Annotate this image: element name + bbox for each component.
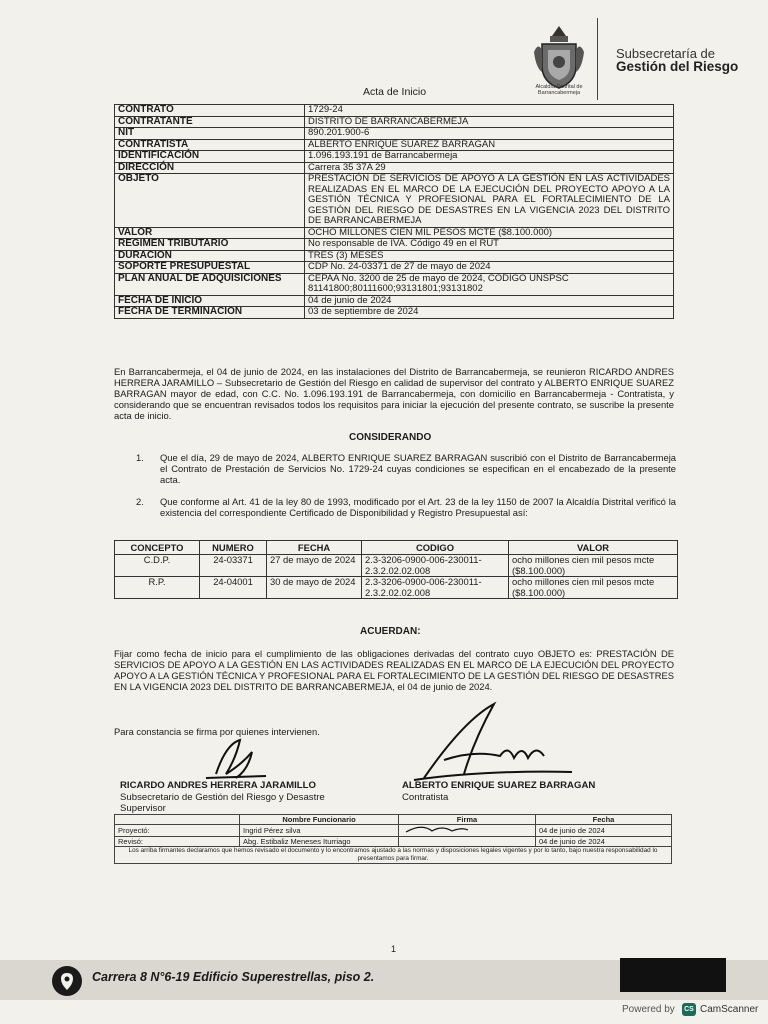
contract-value: OCHO MILLONES CIEN MIL PESOS MCTE ($8.100.000) [305, 227, 674, 239]
item-text: Que el día, 29 de mayo de 2024, ALBERTO ENRIQUE SUAREZ BARRAGAN suscribió con el Distrito de Barrancabermeja el Contrato de Prestación de Servicios No. 1729-24 cuyas condiciones se especifican en el encabezado de la presente acta. [160, 452, 676, 485]
acuerdan-paragraph: Fijar como fecha de inicio para el cumplimiento de las obligaciones derivadas del contrato cuyo OBJETO es: PRESTACIÓN DE SERVICIOS DE APOYO A LA GESTIÓN EN LAS ACTIVIDADES REALIZADAS EN EL MARCO DE LA EJECUCIÓN DEL PROYECTO APOYO A LA GESTIÓN TÉCNICA Y PROFESIONAL PARA EL FORTALECIMIENTO DE LA GESTIÓN DEL RIESGO DE DESASTRES EN LA VIGENCIA 2023 DEL DISTRITO DE BARRANCABERMEJA, el 04 de junio de 2024. [114, 648, 674, 692]
table-row [115, 815, 672, 825]
budget-cell: ocho millones cien mil pesos mcte ($8.100.000) [509, 577, 678, 599]
budget-header: FECHA [267, 541, 362, 555]
budget-header: VALOR [509, 541, 678, 555]
contract-value: Carrera 35 37A 29 [305, 162, 674, 174]
considerando-heading: CONSIDERANDO [349, 432, 432, 443]
contract-value: 04 de junio de 2024 [305, 295, 674, 307]
contract-value: 1.096.193.191 de Barrancabermeja [305, 151, 674, 163]
contract-value: CEPAA No. 3200 de 25 de mayo de 2024, CODIGO UNSPSC 81141800;80111600;93131801;93131802 [305, 273, 674, 295]
table-row [115, 239, 674, 251]
contract-key: VALOR [115, 227, 305, 239]
contract-value: No responsable de IVA. Código 49 en el RUT [305, 239, 674, 251]
review-note: Los arriba firmantes declaramos que hemos revisado el documento y lo encontramos ajustado a las normas y disposiciones legales vigentes y por lo tanto, bajo nuestra responsabilidad lo presentamos para firmar. [115, 847, 672, 864]
header-title: Gestión del Riesgo [616, 59, 739, 74]
table-row [115, 162, 674, 174]
review-header: Firma [399, 815, 536, 825]
table-row [115, 116, 674, 128]
contractor-role: Contratista [402, 792, 449, 803]
page-number: 1 [391, 944, 397, 954]
review-header: Fecha [536, 815, 672, 825]
table-row [115, 825, 672, 837]
review-header [115, 815, 240, 825]
document-title: Acta de Inicio [363, 86, 427, 98]
table-row [115, 577, 678, 599]
contract-key: CONTRATO [115, 105, 305, 117]
review-signature-cell [399, 825, 536, 837]
header-divider [597, 18, 598, 100]
review-signature-icon [402, 825, 472, 834]
table-row [115, 128, 674, 140]
contract-key: FECHA DE INICIO [115, 295, 305, 307]
camscanner-icon: CS [682, 1003, 696, 1016]
powered-by-text: Powered by [622, 1004, 675, 1015]
table-row [115, 837, 672, 847]
contract-value: ALBERTO ENRIQUE SUAREZ BARRAGAN [305, 139, 674, 151]
review-cell: 04 de junio de 2024 [536, 825, 672, 837]
contract-key: IDENTIFICACIÓN [115, 151, 305, 163]
contractor-name: ALBERTO ENRIQUE SUAREZ BARRAGAN [402, 780, 596, 791]
signature-supervisor-icon [196, 734, 276, 782]
contract-key: DIRECCIÓN [115, 162, 305, 174]
contract-key: SOPORTE PRESUPUESTAL [115, 262, 305, 274]
budget-cell: 2.3-3206-0900-006-230011-2.3.2.02.02.008 [362, 577, 509, 599]
budget-header: CODIGO [362, 541, 509, 555]
item-text: Que conforme al Art. 41 de la ley 80 de 1993, modificado por el Art. 23 de la ley 1150 de 2007 la Alcaldía Distrital verificó la existencia del correspondiente Certificado de Disponibilidad y Registro Presupuestal así: [160, 496, 676, 518]
table-row [115, 307, 674, 319]
logo-caption: Alcaldía Distrital de Barrancabermeja [535, 84, 583, 96]
item-number: 2. [136, 496, 144, 507]
contract-table [114, 104, 674, 319]
supervisor-role-2: Supervisor [120, 803, 166, 814]
table-row [115, 273, 674, 295]
contract-key: PLAN ANUAL DE ADQUISICIONES [115, 273, 305, 295]
review-cell: Ingrid Pérez silva [240, 825, 399, 837]
table-row [115, 227, 674, 239]
considerando-item-2 [136, 496, 676, 518]
table-row [115, 105, 674, 117]
intro-paragraph: En Barrancabermeja, el 04 de junio de 2024, en las instalaciones del Distrito de Barrancabermeja, se reunieron RICARDO ANDRES HERRERA JARAMILLO – Subsecretario de Gestión del Riesgo en calidad de supervisor del contrato y ALBERTO ENRIQUE SUAREZ BARRAGAN mayor de edad, con C.C. No. 1.096.193.191 de Barrancabermeja, con domicilio en Barrancabermeja - Contratista, y considerando que se encuentran revisados todos los requisitos para iniciar la ejecución del presente contrato, se suscribe la presente acta de inicio. [114, 366, 674, 421]
budget-header: NUMERO [200, 541, 267, 555]
contract-key: CONTRATANTE [115, 116, 305, 128]
contract-key: DURACION [115, 250, 305, 262]
budget-cell: 30 de mayo de 2024 [267, 577, 362, 599]
table-row [115, 174, 674, 228]
budget-table [114, 540, 678, 599]
table-row [115, 847, 672, 864]
contract-key: NIT [115, 128, 305, 140]
camscanner-label: CamScanner [700, 1004, 759, 1015]
footer-address: Carrera 8 N°6-19 Edificio Superestrellas, piso 2. [92, 970, 375, 984]
signature-contractor-icon [404, 700, 574, 784]
contract-value: CDP No. 24-03371 de 27 de mayo de 2024 [305, 262, 674, 274]
contract-key: REGIMEN TRIBUTARIO [115, 239, 305, 251]
review-cell: 04 de junio de 2024 [536, 837, 672, 847]
supervisor-role: Subsecretario de Gestión del Riesgo y Desastre [120, 792, 325, 803]
acuerdan-heading: ACUERDAN: [360, 626, 421, 637]
table-row [115, 295, 674, 307]
contract-value: PRESTACIÓN DE SERVICIOS DE APOYO A LA GESTIÓN EN LAS ACTIVIDADES REALIZADAS EN EL MARCO DE LA EJECUCIÓN DEL PROYECTO APOYO A LA GESTIÓN TÉCNICA Y PROFESIONAL PARA EL FORTALECIMIENTO DE LA GESTIÓN DEL RIESGO DE DESASTRES EN LA VIGENCIA 2023 DEL DISTRITO DE BARRANCABERMEJA [305, 174, 674, 228]
table-row [115, 262, 674, 274]
location-pin-icon [52, 966, 82, 996]
considerando-item-1 [136, 452, 676, 485]
budget-cell: 24-04001 [200, 577, 267, 599]
budget-cell: C.D.P. [115, 555, 200, 577]
budget-cell: R.P. [115, 577, 200, 599]
review-cell [399, 837, 536, 847]
contract-value: 890.201.900-6 [305, 128, 674, 140]
budget-header: CONCEPTO [115, 541, 200, 555]
budget-cell: 2.3-3206-0900-006-230011-2.3.2.02.02.008 [362, 555, 509, 577]
contract-key: CONTRATISTA [115, 139, 305, 151]
header-subtitle: Subsecretaría de [616, 46, 716, 61]
table-row [115, 151, 674, 163]
review-header: Nombre Funcionario [240, 815, 399, 825]
review-cell: Abg. Estibaliz Meneses Iturriago [240, 837, 399, 847]
table-row [115, 555, 678, 577]
budget-cell: 27 de mayo de 2024 [267, 555, 362, 577]
supervisor-name: RICARDO ANDRES HERRERA JARAMILLO [120, 780, 316, 791]
review-table [114, 814, 672, 864]
contract-value: DISTRITO DE BARRANCABERMEJA [305, 116, 674, 128]
constancia-text: Para constancia se firma por quienes intervienen. [114, 726, 320, 737]
item-number: 1. [136, 452, 144, 463]
review-cell: Proyectó: [115, 825, 240, 837]
budget-cell: ocho millones cien mil pesos mcte ($8.100.000) [509, 555, 678, 577]
budget-cell: 24-03371 [200, 555, 267, 577]
contract-value: 1729-24 [305, 105, 674, 117]
contract-value: TRES (3) MESES [305, 250, 674, 262]
table-row [115, 139, 674, 151]
review-cell: Revisó: [115, 837, 240, 847]
contract-value: 03 de septiembre de 2024 [305, 307, 674, 319]
contract-key: FECHA DE TERMINACION [115, 307, 305, 319]
contract-key: OBJETO [115, 174, 305, 228]
footer-redaction [620, 958, 726, 992]
table-row [115, 250, 674, 262]
